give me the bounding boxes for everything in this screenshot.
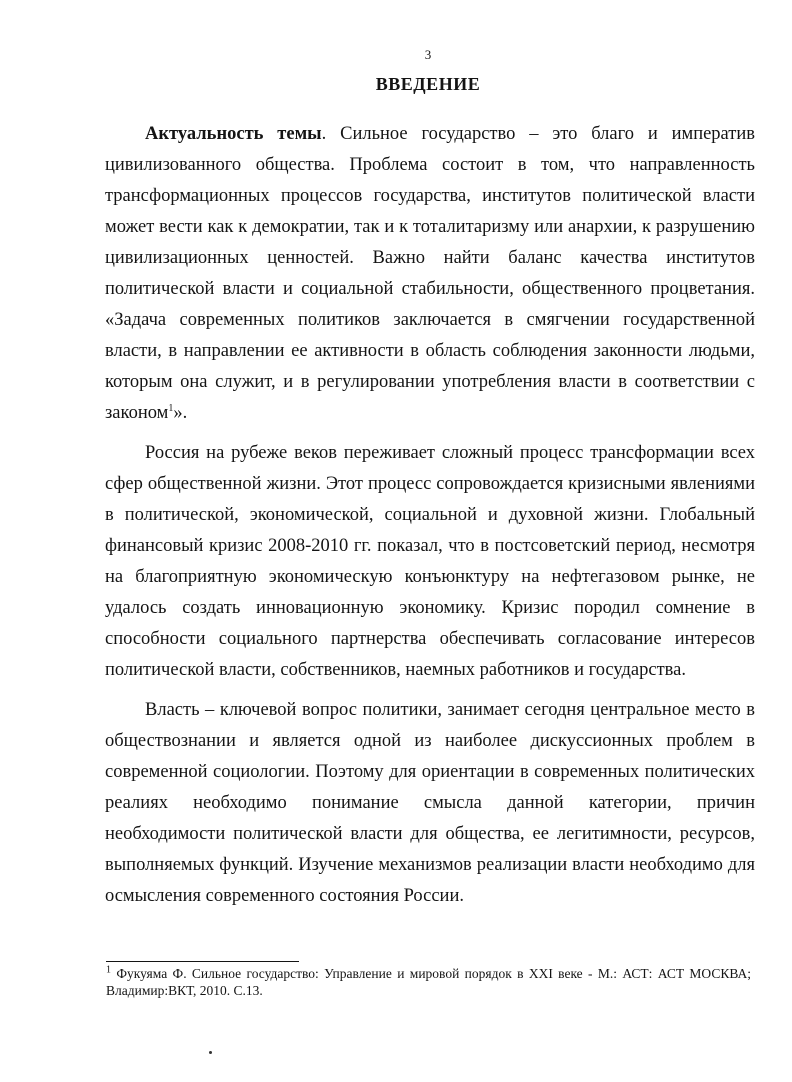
- footnote: [106, 965, 751, 999]
- page-number: 3: [424, 47, 432, 62]
- paragraph-relevance: [105, 119, 755, 429]
- paragraph-text-end: ».: [173, 403, 188, 423]
- paragraph-text: . Сильное государство – это благо и императив цивилизованного общества. Проблема состоит в том, что направленность трансформационных процессов государства, институтов политической власти может вести как к демократии, так и к тоталитаризму или анархии, к разрушению цивилизационных ценностей. Важно найти баланс качества институтов политической власти и социальной стабильности, общественного процветания. «Задача современных политиков заключается в смягчении государственной власти, в направлении ее активности в область соблюдения законности людьми, которым она служит, и в регулировании употребления власти в соответствии с законом: [105, 124, 756, 423]
- footnote-divider: [106, 961, 299, 962]
- paragraph-russia: Россия на рубеже веков переживает сложный процесс трансформации всех сфер общественной жизни. Этот процесс сопровождается кризисными явлениями в политической, экономической, социальной и духовной жизни. Глобальный финансовый кризис 2008-2010 гг. показал, что в постсоветский период, несмотря на благоприятную экономическую конъюнктуру на нефтегазовом рынке, не удалось создать инновационную экономику. Кризис породил сомнение в способности социального партнерства обеспечивать согласование интересов политической власти, собственников, наемных работников и государства.: [105, 443, 755, 680]
- scan-speck: [209, 1051, 212, 1054]
- paragraph-lead: Актуальность темы: [145, 124, 322, 144]
- page-title: ВВЕДЕНИЕ: [375, 74, 481, 94]
- footnote-marker: 1: [106, 964, 111, 976]
- paragraph-power: Власть – ключевой вопрос политики, занимает сегодня центральное место в обществознании и является одной из наиболее дискуссионных проблем в современной социологии. Поэтому для ориентации в современных политических реалиях необходимо понимание смысла данной категории, причин необходимости политической власти для общества, ее легитимности, ресурсов, выполняемых функций. Изучение механизмов реализации власти необходимо для осмысления современного состояния России.: [105, 700, 755, 906]
- footnote-text: Фукуяма Ф. Сильное государство: Управление и мировой порядок в XXI веке - М.: АСТ: АСТ МОСКВА; Владимир:ВКТ, 2010. С.13.: [106, 966, 751, 998]
- footnote-reference: 1: [168, 402, 174, 414]
- body-text: [105, 119, 755, 921]
